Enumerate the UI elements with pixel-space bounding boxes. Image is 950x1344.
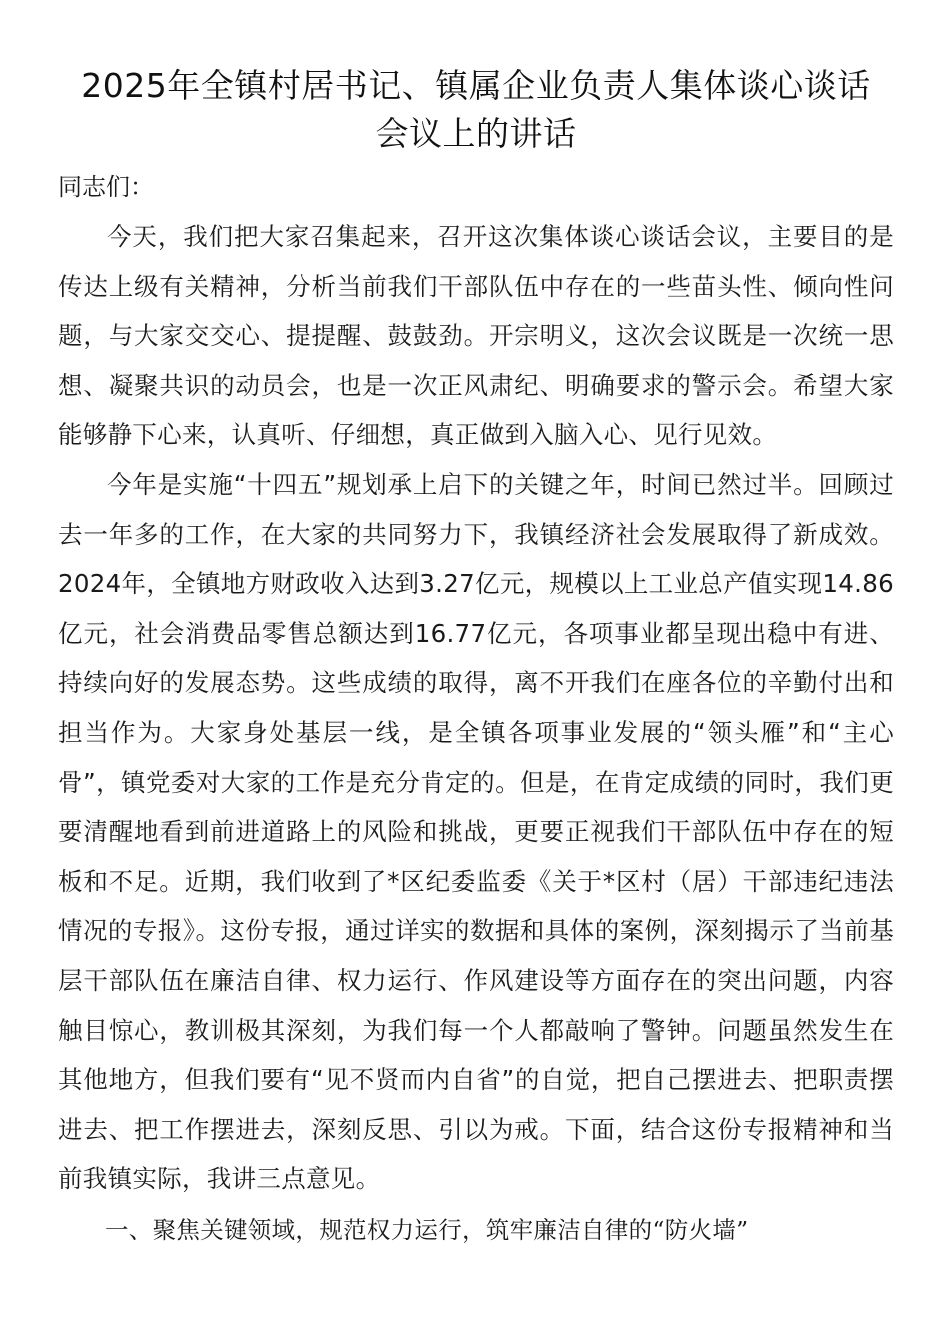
salutation: 同志们： [58, 173, 154, 201]
title-line-1: 2025年全镇村居书记、镇属企业负责人集体谈心谈话 [81, 66, 871, 105]
paragraph-review: 今年是实施“十四五”规划承上启下的关键之年，时间已然过半。回顾过去一年多的工作，在大家的共同努力下，我镇经济社会发展取得了新成效。2024年，全镇地方财政收入达到3.27亿元，规模以上工业总产值实现14.86亿元，社会消费品零售总额达到16.77亿元，各项事业都呈现出稳中有进、持续向好的发展态势。这些成绩的取得，离不开我们在座各位的辛勤付出和担当作为。大家身处基层一线，是全镇各项事业发展的“领头雁”和“主心骨”，镇党委对大家的工作是充分肯定的。但是，在肯定成绩的同时，我们更要清醒地看到前进道路上的风险和挑战，更要正视我们干部队伍中存在的短板和不足。近期，我们收到了*区纪委监委《关于*区村（居）干部违纪违法情况的专报》。这份专报，通过详实的数据和具体的案例，深刻揭示了当前基层干部队伍在廉洁自律、权力运行、作风建设等方面存在的突出问题，内容触目惊心，教训极其深刻，为我们每一个人都敲响了警钟。问题虽然发生在其他地方，但我们要有“见不贤而内自省”的自觉，把自己摆进去、把职责摆进去、把工作摆进去，深刻反思、引以为戒。下面，结合这份专报精神和当前我镇实际，我讲三点意见。 [58, 469, 894, 1194]
paragraph-intro: 今天，我们把大家召集起来，召开这次集体谈心谈话会议，主要目的是传达上级有关精神，分析当前我们干部队伍中存在的一些苗头性、倾向性问题，与大家交交心、提提醒、鼓鼓劲。开宗明义，这次会议既是一次统一思想、凝聚共识的动员会，也是一次正风肃纪、明确要求的警示会。希望大家能够静下心来，认真听、仔细想，真正做到入脑入心、见行见效。 [58, 222, 894, 450]
title-line-2: 会议上的讲话 [375, 114, 577, 153]
section-heading-1: 一、聚焦关键领域，规范权力运行，筑牢廉洁自律的“防火墙” [105, 1215, 749, 1244]
document-title [58, 62, 894, 158]
